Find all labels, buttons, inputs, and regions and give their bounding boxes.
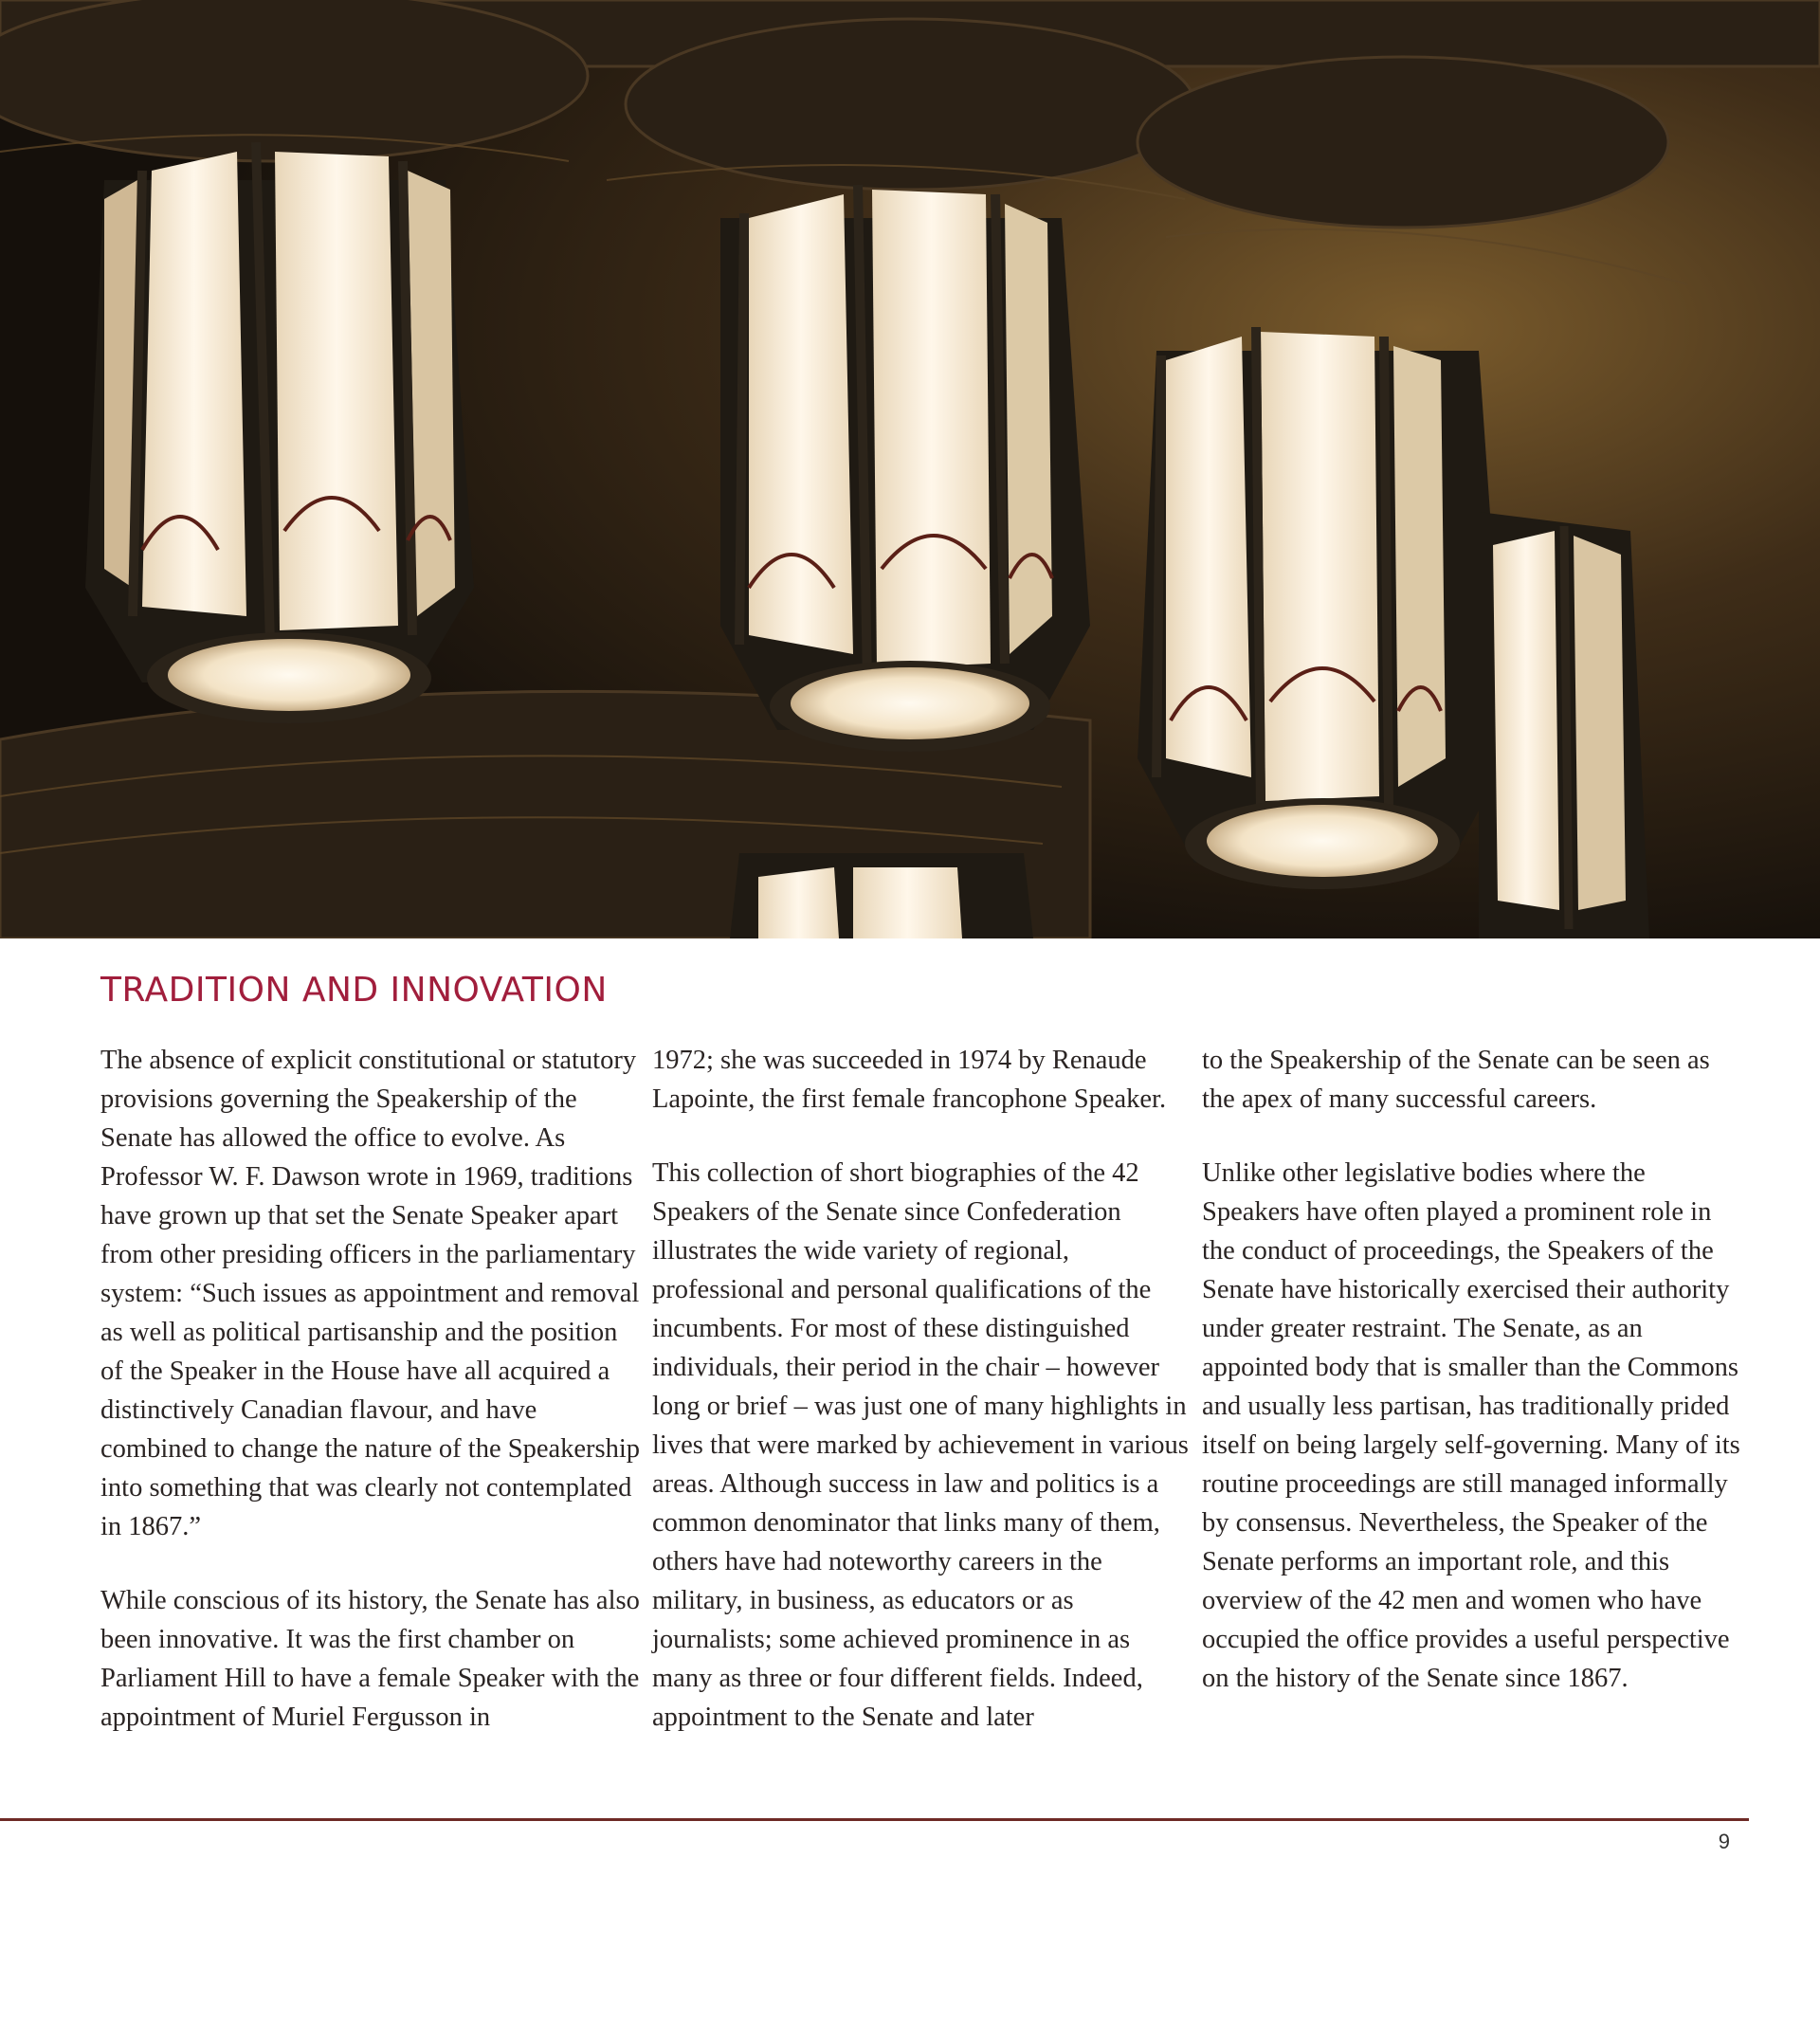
lantern-1	[85, 142, 474, 723]
text-column-1	[100, 1041, 641, 1772]
paragraph: Unlike other legislative bodies where the Speakers have often played a prominent role in the conduct of proceedings, the Speakers of the Senate have historically exercised their authority under greater restraint. The Senate, as an appointed body that is smaller than the Commons and usually less partisan, has traditionally prided itself on being largely self-governing. Many of its routine proceedings are still managed informally by consensus. Nevertheless, the Speaker of the Senate performs an important role, and this overview of the 42 men and women who have occupied the office provides a useful perspective on the history of the Senate since 1867.	[1202, 1158, 1740, 1693]
header-photo-lanterns	[0, 0, 1820, 938]
page-number: 9	[1718, 1830, 1730, 1853]
footer-rule	[0, 1818, 1749, 1821]
text-column-3	[1202, 1041, 1742, 1733]
lantern-5	[730, 853, 1033, 938]
paragraph: While conscious of its history, the Senate has also been innovative. It was the first chamber on Parliament Hill to have a female Speaker with the appointment of Muriel Fergusson in	[100, 1586, 640, 1732]
section-title: TRADITION AND INNOVATION	[100, 971, 608, 1010]
paragraph: to the Speakership of the Senate can be seen as the apex of many successful careers.	[1202, 1046, 1710, 1114]
lantern-4	[1479, 512, 1649, 938]
paragraph: 1972; she was succeeded in 1974 by Renaude Lapointe, the first female francophone Speaker.	[652, 1046, 1167, 1114]
lantern-3	[1138, 327, 1507, 889]
paragraph: The absence of explicit constitutional or statutory provisions governing the Speakership of the Senate has allowed the office to evolve. As Professor W. F. Dawson wrote in 1969, traditions have grown up that set the Senate Speaker apart from other presiding officers in the parliamentary system: “Such issues as appointment and removal as well as political partisanship and the position of the Speaker in the House have all acquired a distinctively Canadian flavour, and have combined to change the nature of the Speakership into something that was clearly not contemplated in 1867.”	[100, 1046, 641, 1541]
lantern-2	[720, 185, 1090, 752]
text-column-2	[652, 1041, 1192, 1772]
paragraph: This collection of short biographies of the 42 Speakers of the Senate since Confederation illustrates the wide variety of regional, professional and personal qualifications of the incumbents. For most of these distinguished individuals, their period in the chair – however long or brief – was just one of many highlights in lives that were marked by achievement in various areas. Although success in law and politics is a common denominator that links many of them, others have had noteworthy careers in the military, in business, as educators or as journalists; some achieved prominence in as many as three or four different fields. Indeed, appointment to the Senate and later	[652, 1158, 1189, 1732]
